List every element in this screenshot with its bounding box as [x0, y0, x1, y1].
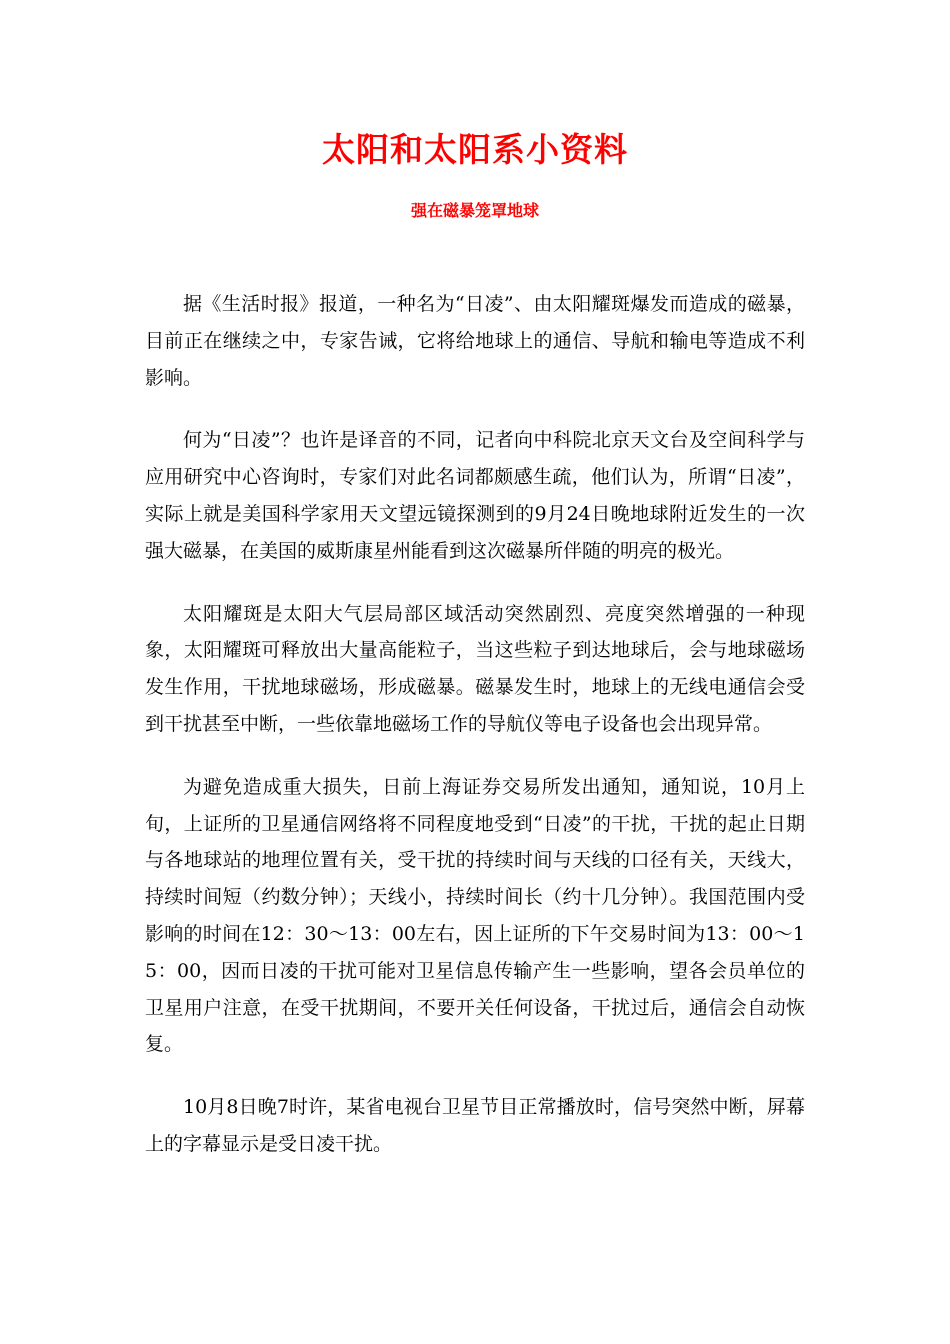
- paragraph-2: 何为“日凌”？也许是译音的不同，记者向中科院北京天文台及空间科学与应用研究中心咨询时，专家们对此名词都颇感生疏，他们认为，所谓“日凌”，实际上就是美国科学家用天文望远镜探测到的9月24日晚地球附近发生的一次强大磁暴，在美国的威斯康星州能看到这次磁暴所伴随的明亮的极光。: [145, 429, 805, 562]
- document-title: 太阳和太阳系小资料: [322, 130, 628, 169]
- paragraph-4: 为避免造成重大损失，日前上海证券交易所发出通知，通知说，10月上旬，上证所的卫星通信网络将不同程度地受到“日凌”的干扰，干扰的起止日期与各地球站的地理位置有关，受干扰的持续时间与天线的口径有关，天线大，持续时间短（约数分钟）；天线小，持续时间长（约十几分钟）。我国范围内受影响的时间在12：30～13：00左右，因上证所的下午交易时间为13：00～15：00，因而日凌的干扰可能对卫星信息传输产生一些影响，望各会员单位的卫星用户注意，在受干扰期间，不要开关任何设备，干扰过后，通信会自动恢复。: [145, 775, 805, 1056]
- document-body: [145, 286, 805, 1189]
- paragraph-3: 太阳耀斑是太阳大气层局部区域活动突然剧烈、亮度突然增强的一种现象，太阳耀斑可释放出大量高能粒子，当这些粒子到达地球后，会与地球磁场发生作用，干扰地球磁场，形成磁暴。磁暴发生时，地球上的无线电通信会受到干扰甚至中断，一些依靠地磁场工作的导航仪等电子设备也会出现异常。: [145, 602, 805, 735]
- paragraph-5: 10月8日晚7时许，某省电视台卫星节目正常播放时，信号突然中断，屏幕上的字幕显示是受日凌干扰。: [145, 1096, 805, 1155]
- paragraph-1: 据《生活时报》报道，一种名为“日凌”、由太阳耀斑爆发而造成的磁暴，目前正在继续之中，专家告诫，它将给地球上的通信、导航和输电等造成不利影响。: [145, 293, 805, 389]
- document-subtitle: 强在磁暴笼罩地球: [410, 201, 539, 220]
